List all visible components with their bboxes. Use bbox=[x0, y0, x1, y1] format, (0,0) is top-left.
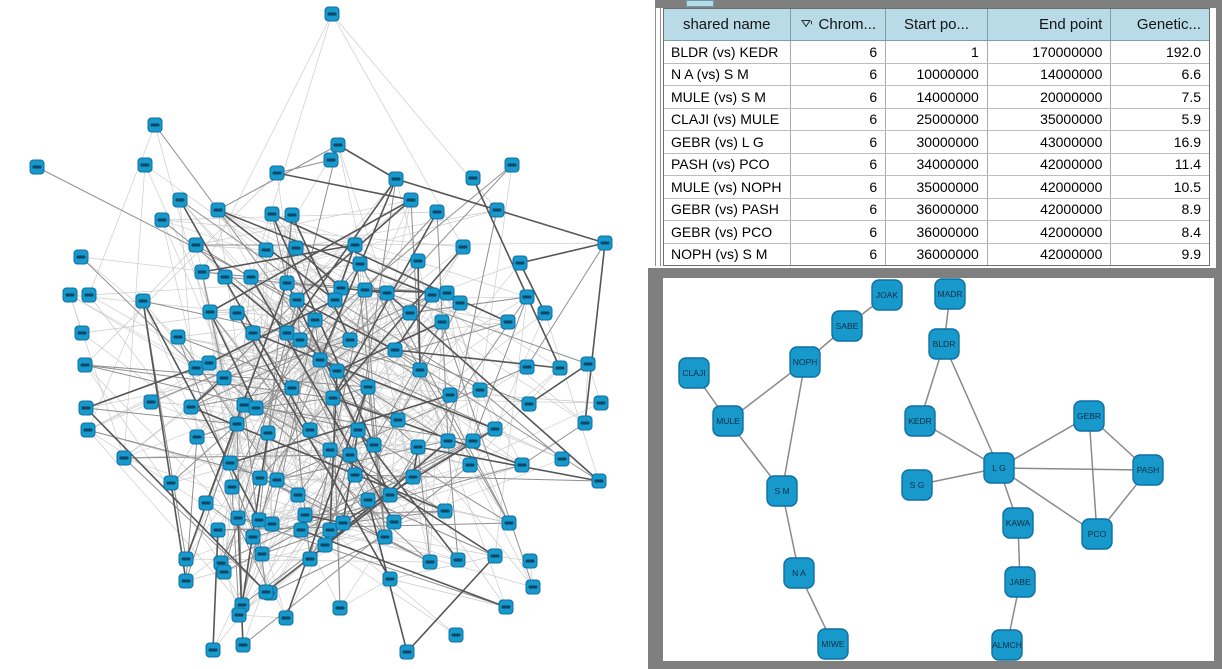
network-node-label bbox=[187, 406, 196, 409]
network-node-label bbox=[452, 634, 461, 637]
network-node-label bbox=[78, 332, 87, 335]
network-node-label bbox=[433, 211, 442, 214]
network-node-label bbox=[234, 517, 243, 520]
network-node-label bbox=[386, 494, 395, 497]
network-node-label bbox=[529, 586, 538, 589]
network-node-label bbox=[334, 144, 343, 147]
network-node-label bbox=[337, 287, 346, 290]
table-cell[interactable]: 6 bbox=[791, 154, 887, 176]
window-right-edge bbox=[1216, 0, 1222, 268]
network-node-label bbox=[361, 289, 370, 292]
network-node-label bbox=[438, 321, 447, 324]
table-cell[interactable]: 6 bbox=[791, 244, 887, 266]
network-node-label bbox=[262, 249, 271, 252]
network-node-label bbox=[356, 263, 365, 266]
table-cell[interactable]: MULE (vs) S M bbox=[664, 86, 791, 108]
network-node-label bbox=[331, 299, 340, 302]
network-node-label bbox=[256, 477, 265, 480]
table-cell[interactable]: 42000000 bbox=[988, 154, 1112, 176]
network-node-label bbox=[214, 209, 223, 212]
table-cell[interactable]: 42000000 bbox=[988, 176, 1112, 198]
network-node-label bbox=[141, 164, 150, 167]
network-node-label bbox=[288, 214, 297, 217]
column-header-label: shared name bbox=[682, 16, 771, 33]
network-node-label: PASH bbox=[1136, 465, 1160, 475]
network-node-label: JOAK bbox=[875, 290, 899, 300]
network-node-label bbox=[491, 428, 500, 431]
network-node-label: MIWE bbox=[821, 639, 845, 649]
network-node-label bbox=[327, 159, 336, 162]
network-edge[interactable] bbox=[1089, 416, 1097, 534]
network-edge[interactable] bbox=[368, 500, 495, 556]
network-node-label bbox=[247, 276, 256, 279]
network-node-label bbox=[321, 544, 330, 547]
panel-splitter[interactable] bbox=[655, 8, 661, 266]
network-node-label bbox=[446, 394, 455, 397]
column-header-start-po-[interactable] bbox=[886, 9, 988, 40]
table-cell[interactable]: 6 bbox=[791, 109, 887, 131]
column-header-label: Genetic... bbox=[1136, 16, 1202, 33]
network-node-label bbox=[182, 580, 191, 583]
table-cell[interactable]: 6 bbox=[791, 86, 887, 108]
right-panels bbox=[648, 0, 1222, 669]
table-row[interactable] bbox=[664, 176, 1209, 199]
network-node-label bbox=[508, 164, 517, 167]
network-edge[interactable] bbox=[520, 243, 605, 263]
network-node-label bbox=[326, 449, 335, 452]
network-node-label bbox=[282, 617, 291, 620]
column-header-chrom-[interactable] bbox=[791, 9, 887, 40]
network-node-label bbox=[346, 339, 355, 342]
network-node-label bbox=[339, 522, 348, 525]
network-node-label bbox=[556, 367, 565, 370]
network-node-label: MADR bbox=[937, 289, 963, 299]
network-node-label bbox=[198, 271, 207, 274]
network-node-label bbox=[406, 312, 415, 315]
network-node-label bbox=[292, 247, 301, 250]
network-edge[interactable] bbox=[70, 295, 124, 458]
network-node-label: ALMCH bbox=[992, 640, 1022, 650]
network-node-label: SABE bbox=[835, 321, 859, 331]
network-node-label bbox=[476, 389, 485, 392]
network-node-label bbox=[581, 422, 590, 425]
network-node-label bbox=[306, 429, 315, 432]
network-node-label bbox=[182, 558, 191, 561]
small-network-canvas[interactable] bbox=[663, 278, 1214, 661]
network-node-label bbox=[493, 209, 502, 212]
network-node-label: PCO bbox=[1087, 529, 1107, 539]
network-node-label: GEBR bbox=[1076, 411, 1102, 421]
filter-icon[interactable] bbox=[801, 19, 813, 30]
network-node-label bbox=[364, 386, 373, 389]
network-edge[interactable] bbox=[782, 362, 805, 491]
network-node-label bbox=[329, 397, 338, 400]
network-node-label bbox=[238, 604, 247, 607]
network-node-label bbox=[268, 523, 277, 526]
network-edge[interactable] bbox=[448, 441, 458, 560]
table-cell[interactable]: 35000000 bbox=[988, 109, 1112, 131]
table-cell[interactable]: 6 bbox=[791, 131, 887, 153]
network-node-label bbox=[288, 387, 297, 390]
network-node-label bbox=[326, 529, 335, 532]
network-node-label bbox=[469, 440, 478, 443]
network-node-label bbox=[441, 510, 450, 513]
table-cell[interactable]: GEBR (vs) PCO bbox=[664, 221, 791, 243]
network-node-label bbox=[456, 302, 465, 305]
network-node-label bbox=[235, 614, 244, 617]
network-node-label bbox=[151, 124, 160, 127]
network-node-label bbox=[403, 651, 412, 654]
network-node-label bbox=[518, 464, 527, 467]
network-node-label bbox=[239, 644, 248, 647]
table-row[interactable] bbox=[664, 221, 1209, 244]
network-node-label bbox=[454, 559, 463, 562]
network-node-label bbox=[262, 591, 271, 594]
network-node-label bbox=[351, 244, 360, 247]
network-node-label bbox=[176, 199, 185, 202]
table-header-row bbox=[664, 9, 1209, 41]
network-node-label: NOPH bbox=[792, 357, 818, 367]
network-node-label bbox=[202, 502, 211, 505]
network-node-label bbox=[364, 499, 373, 502]
network-node-label bbox=[82, 407, 91, 410]
network-node-label bbox=[233, 423, 242, 426]
table-cell[interactable]: 6 bbox=[791, 64, 887, 86]
network-node-label bbox=[249, 332, 258, 335]
network-node-label bbox=[77, 256, 86, 259]
table-cell[interactable]: 34000000 bbox=[886, 154, 988, 176]
table-cell[interactable]: 8.9 bbox=[1181, 201, 1201, 218]
network-node-label bbox=[226, 462, 235, 465]
network-node-label bbox=[597, 402, 606, 405]
column-header-label: End point bbox=[1038, 16, 1103, 33]
table-cell[interactable]: BLDR (vs) KEDR bbox=[664, 41, 791, 63]
table-cell[interactable]: N A (vs) S M bbox=[664, 64, 791, 86]
network-node-label bbox=[283, 332, 292, 335]
network-node-label bbox=[296, 339, 305, 342]
edge-attribute-table bbox=[663, 8, 1210, 266]
table-cell[interactable]: 36000000 bbox=[886, 244, 988, 266]
network-node-label bbox=[416, 369, 425, 372]
table-cell[interactable]: 6 bbox=[791, 41, 887, 63]
network-node-label bbox=[390, 521, 399, 524]
network-node-label: CLAJI bbox=[682, 368, 706, 378]
table-cell[interactable]: 11.4 bbox=[1174, 156, 1201, 173]
network-node-label bbox=[193, 436, 202, 439]
network-node-label bbox=[409, 476, 418, 479]
network-node-label bbox=[209, 649, 218, 652]
table-cell[interactable]: 42000000 bbox=[988, 199, 1112, 221]
column-header-end-point[interactable] bbox=[988, 9, 1112, 40]
table-cell[interactable]: GEBR (vs) PASH bbox=[664, 199, 791, 221]
network-node-label: S G bbox=[909, 480, 925, 490]
network-node-label bbox=[220, 571, 229, 574]
network-node-label bbox=[595, 480, 604, 483]
network-node-label bbox=[459, 246, 468, 249]
table-cell[interactable]: 8.4 bbox=[1181, 223, 1201, 240]
network-node-label bbox=[505, 522, 514, 525]
network-node-label bbox=[84, 429, 93, 432]
network-node-label bbox=[297, 529, 306, 532]
network-node-label bbox=[466, 464, 475, 467]
network-node-label bbox=[306, 558, 315, 561]
network-edge[interactable] bbox=[944, 344, 999, 468]
network-node-label bbox=[217, 562, 226, 565]
table-cell[interactable]: CLAJI (vs) MULE bbox=[664, 109, 791, 131]
network-node-label: S M bbox=[774, 486, 790, 496]
network-node-label bbox=[328, 13, 337, 16]
table-cell[interactable]: 16.9 bbox=[1173, 133, 1201, 150]
network-node-label bbox=[255, 519, 264, 522]
network-node-label bbox=[443, 292, 452, 295]
network-node-label bbox=[394, 419, 403, 422]
network-node-label: N A bbox=[792, 568, 806, 578]
network-node-label bbox=[504, 321, 513, 324]
network-node-label bbox=[346, 454, 355, 457]
table-cell[interactable]: NOPH (vs) S M bbox=[664, 244, 791, 266]
network-edge[interactable] bbox=[340, 579, 390, 608]
table-cell[interactable]: 36000000 bbox=[886, 221, 988, 243]
network-node-label bbox=[386, 578, 395, 581]
table-cell[interactable]: GEBR (vs) L G bbox=[664, 131, 791, 153]
network-node-label bbox=[221, 276, 230, 279]
table-cell[interactable]: 10000000 bbox=[886, 64, 988, 86]
network-node-label bbox=[252, 407, 261, 410]
network-node-label bbox=[370, 444, 379, 447]
network-node-label bbox=[192, 244, 201, 247]
network-node-label bbox=[268, 213, 277, 216]
network-edge[interactable] bbox=[522, 423, 585, 465]
table-cell[interactable]: 6 bbox=[791, 176, 887, 198]
network-node-label bbox=[205, 362, 214, 365]
network-node-label: BLDR bbox=[932, 339, 956, 349]
table-row[interactable] bbox=[664, 41, 1209, 64]
network-node-label bbox=[264, 432, 273, 435]
network-node-label: KEDR bbox=[908, 416, 932, 426]
table-cell[interactable]: 6.6 bbox=[1181, 66, 1201, 83]
network-edge[interactable] bbox=[545, 313, 599, 481]
network-node-label bbox=[214, 529, 223, 532]
network-node-label bbox=[66, 294, 75, 297]
network-node-label bbox=[283, 282, 292, 285]
panel-tab[interactable] bbox=[686, 0, 714, 7]
network-node-label bbox=[407, 199, 416, 202]
network-node-label bbox=[525, 403, 534, 406]
network-node-label: KAWA bbox=[1005, 518, 1031, 528]
table-cell[interactable]: 1 bbox=[886, 41, 988, 63]
network-node-label bbox=[426, 561, 435, 564]
network-node-label bbox=[383, 292, 392, 295]
network-node-label: MULE bbox=[716, 416, 740, 426]
table-row[interactable] bbox=[664, 109, 1209, 132]
table-row[interactable] bbox=[664, 154, 1209, 177]
column-header-label: Start po... bbox=[903, 16, 970, 33]
small-network-viewport[interactable] bbox=[663, 278, 1214, 661]
network-node-label bbox=[526, 560, 535, 563]
table-cell[interactable]: 5.9 bbox=[1181, 111, 1201, 128]
network-edge[interactable] bbox=[355, 243, 605, 245]
table-cell[interactable]: 25000000 bbox=[886, 109, 988, 131]
network-node-label bbox=[167, 482, 176, 485]
table-row[interactable] bbox=[664, 131, 1209, 154]
network-node-label bbox=[233, 312, 242, 315]
network-node-label bbox=[414, 260, 423, 263]
network-edge[interactable] bbox=[999, 468, 1148, 470]
network-node-label bbox=[469, 177, 478, 180]
network-node-label bbox=[444, 440, 453, 443]
column-header-shared-name[interactable] bbox=[664, 9, 791, 40]
network-node-label bbox=[381, 536, 390, 539]
table-body bbox=[664, 41, 1209, 265]
table-row[interactable] bbox=[664, 86, 1209, 109]
network-node-label bbox=[139, 300, 148, 303]
column-header-label: Chrom... bbox=[818, 16, 877, 33]
network-node-label bbox=[311, 319, 320, 322]
network-node-label bbox=[391, 349, 400, 352]
network-node-label bbox=[491, 555, 500, 558]
table-cell[interactable]: 7.5 bbox=[1181, 88, 1201, 105]
table-cell[interactable]: PASH (vs) PCO bbox=[664, 154, 791, 176]
network-node-label bbox=[523, 366, 532, 369]
table-cell[interactable]: 42000000 bbox=[988, 244, 1112, 266]
table-cell[interactable]: 10.5 bbox=[1173, 178, 1201, 195]
network-node-label bbox=[174, 336, 183, 339]
column-header-genetic-[interactable] bbox=[1111, 9, 1209, 40]
network-node-label bbox=[351, 474, 360, 477]
network-node-label bbox=[301, 514, 310, 517]
network-edge[interactable] bbox=[338, 145, 396, 179]
table-cell[interactable]: MULE (vs) NOPH bbox=[664, 176, 791, 198]
network-node-label bbox=[273, 479, 282, 482]
network-node-label bbox=[333, 370, 342, 373]
network-node-label bbox=[601, 242, 610, 245]
table-row[interactable] bbox=[664, 64, 1209, 87]
network-node-label bbox=[336, 607, 345, 610]
table-cell[interactable]: 6 bbox=[791, 199, 887, 221]
network-node-label: JABE bbox=[1009, 577, 1031, 587]
table-cell[interactable]: 6 bbox=[791, 221, 887, 243]
network-node-label bbox=[120, 457, 129, 460]
table-cell[interactable]: 35000000 bbox=[886, 176, 988, 198]
network-node-label bbox=[392, 178, 401, 181]
network-node-label bbox=[33, 166, 42, 169]
network-node-label bbox=[258, 553, 267, 556]
network-node-label bbox=[240, 404, 249, 407]
network-node-label bbox=[541, 312, 550, 315]
panel-top-strip bbox=[655, 0, 1222, 8]
network-node-label bbox=[354, 429, 363, 432]
network-node-label bbox=[228, 486, 237, 489]
network-node-label bbox=[294, 494, 303, 497]
network-node-label bbox=[584, 363, 593, 366]
network-node-label bbox=[428, 294, 437, 297]
table-cell[interactable]: 170000000 bbox=[988, 41, 1112, 63]
network-edge[interactable] bbox=[390, 556, 495, 579]
network-edge[interactable] bbox=[251, 14, 332, 277]
network-node-label bbox=[192, 367, 201, 370]
network-node-label bbox=[414, 446, 423, 449]
network-node-label bbox=[147, 401, 156, 404]
table-cell[interactable]: 14000000 bbox=[988, 64, 1112, 86]
table-cell[interactable]: 30000000 bbox=[886, 131, 988, 153]
network-node-label bbox=[293, 299, 302, 302]
network-node-label bbox=[220, 377, 229, 380]
table-row[interactable] bbox=[664, 244, 1209, 266]
table-row[interactable] bbox=[664, 199, 1209, 222]
network-node-label bbox=[316, 359, 325, 362]
table-cell[interactable]: 43000000 bbox=[988, 131, 1112, 153]
table-cell[interactable]: 14000000 bbox=[886, 86, 988, 108]
table-cell[interactable]: 192.0 bbox=[1165, 43, 1201, 60]
table-cell[interactable]: 9.9 bbox=[1181, 246, 1201, 263]
network-node-label bbox=[558, 458, 567, 461]
network-node-label bbox=[502, 606, 511, 609]
table-cell[interactable]: 36000000 bbox=[886, 199, 988, 221]
table-cell[interactable]: 20000000 bbox=[988, 86, 1112, 108]
network-node-label bbox=[523, 296, 532, 299]
network-node-label bbox=[206, 311, 215, 314]
network-node-label bbox=[81, 364, 90, 367]
network-node-label bbox=[85, 294, 94, 297]
small-network-panel bbox=[648, 268, 1222, 669]
network-node-label bbox=[516, 262, 525, 265]
network-node-label bbox=[158, 219, 167, 222]
network-node-label bbox=[249, 536, 258, 539]
network-edge[interactable] bbox=[418, 261, 420, 370]
table-cell[interactable]: 42000000 bbox=[988, 221, 1112, 243]
network-node-label: L G bbox=[992, 463, 1006, 473]
network-node-label bbox=[273, 172, 282, 175]
